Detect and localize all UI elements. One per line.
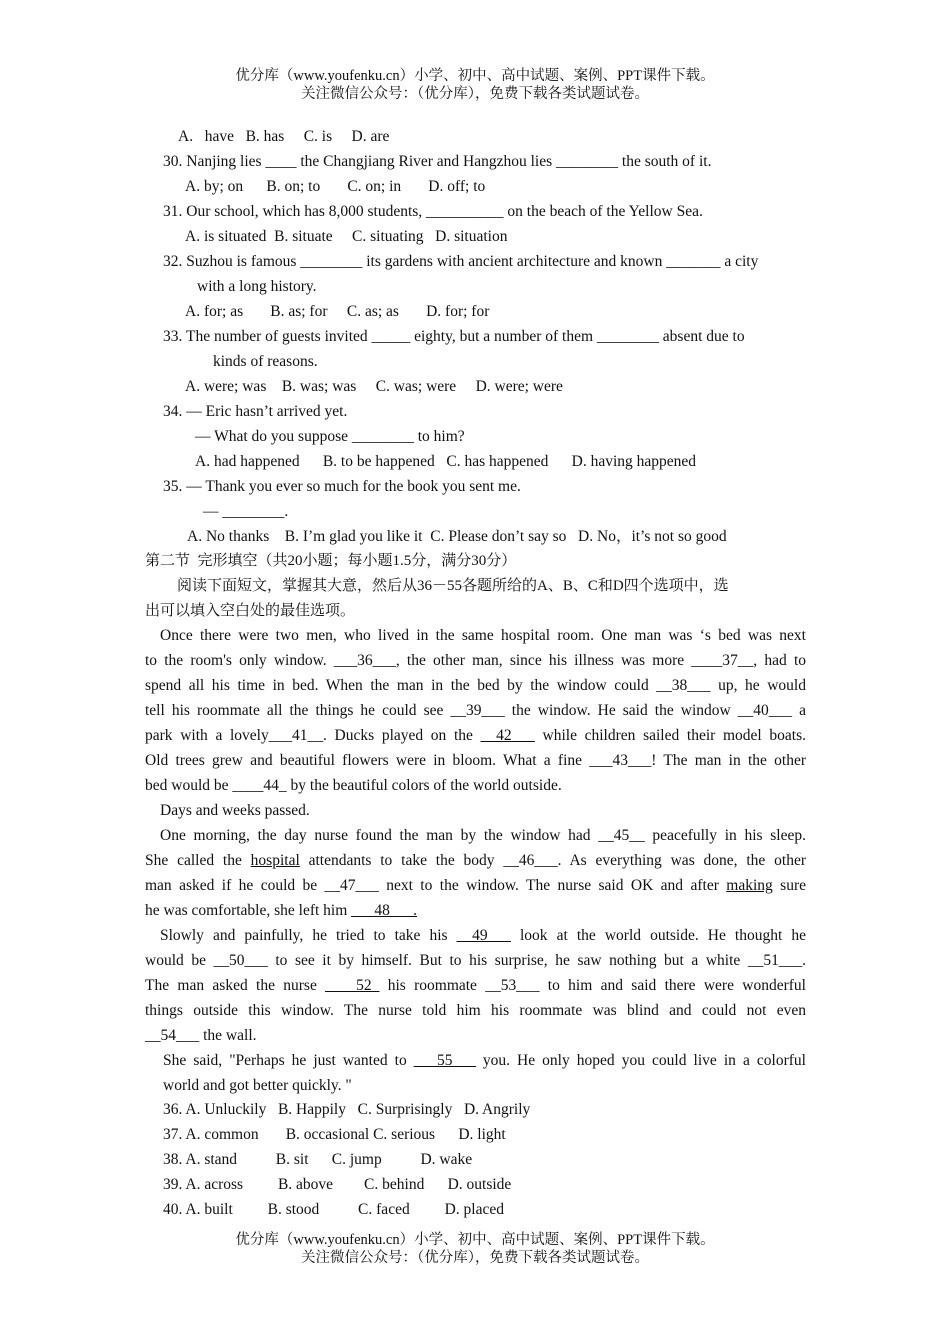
q31-stem: 31. Our school, which has 8,000 students, __________ on the beach of the Yellow Sea. [163,203,703,220]
q35-stem: 35. — Thank you ever so much for the book you sent me. [163,478,521,495]
passage-line [145,726,806,746]
q36-options: 36. A. Unluckily B. Happily C. Surprisingly D. Angrily [163,1101,531,1118]
q32-options: A. for; as B. as; for C. as; as D. for; for [185,303,490,320]
footer-line-2: 关注微信公众号：（优分库），免费下载各类试题试卷。 [301,1250,649,1266]
blank-55: ___55___ [413,1052,476,1069]
passage-line: One morning, the day nurse found the man by the window had __45__ peacefully in his sleep. [160,827,806,844]
q38-options: 38. A. stand B. sit C. jump D. wake [163,1151,473,1168]
passage-text: sure [772,877,806,894]
header-line-1: 优分库（www.youfenku.cn）小学、初中、高中试题、案例、PPT课件下载。 [235,68,715,84]
passage-text: he was comfortable, she left him [145,902,352,919]
passage-line [163,1051,806,1071]
q34-options: A. had happened B. to be happened C. has happened D. having happened [195,453,697,470]
passage-line: would be __50___ to see it by himself. But to his surprise, he saw nothing but a white __51___. [145,952,806,969]
passage-line: things outside this window. The nurse told him his roommate was blind and could not even [145,1002,806,1019]
q39-options: 39. A. across B. above C. behind D. outside [163,1176,512,1193]
passage-text: Slowly and painfully, he tried to take his [160,927,457,944]
q33-stem-continued: kinds of reasons. [213,353,318,370]
q35-stem-continued: — ________. [203,503,289,520]
q33-options: A. were; was B. was; was C. was; were D. were; were [185,378,563,395]
passage-text: his roommate __53___ to him and said there were wonderful [379,977,806,994]
q29-options: A. have B. has C. is D. are [178,128,390,145]
q32-stem-continued: with a long history. [197,278,317,295]
instruction-line-1: 阅读下面短文，掌握其大意，然后从36－55各题所给的A、B、C和D四个选项中，选 [177,578,729,594]
q31-options: A. is situated B. situate C. situating D. situation [185,228,508,245]
passage-text: while children sailed their model boats. [534,727,806,744]
section-title: 第二节 完形填空（共20小题；每小题1.5分，满分30分） [145,553,517,569]
blank-48: ___48___. [351,902,418,919]
passage-line: tell his roommate all the things he could see __39___ the window. He said the window __40___ a [145,702,806,719]
passage-line: Days and weeks passed. [160,802,310,819]
q33-stem: 33. The number of guests invited _____ eighty, but a number of them ________ absent due to [163,328,745,345]
passage-text: park with a lovely___41__. Ducks played on the [145,727,481,744]
passage-text: She called the [145,852,251,869]
passage-line: to the room's only window. ___36___, the other man, since his illness was more ____37__, had to [145,652,806,669]
passage-text: The man asked the nurse [145,977,326,994]
blank-52: ____52_ [325,977,380,994]
instruction-line-2: 出可以填入空白处的最佳选项。 [145,603,356,619]
passage-line: world and got better quickly. " [163,1077,352,1094]
passage-text: look at the world outside. He thought he [510,927,806,944]
q37-options: 37. A. common B. occasional C. serious D. light [163,1126,506,1143]
passage-line [160,926,806,946]
header-line-2: 关注微信公众号：（优分库），免费下载各类试题试卷。 [301,86,649,102]
q40-options: 40. A. built B. stood C. faced D. placed [163,1201,504,1218]
q30-options: A. by; on B. on; to C. on; in D. off; to [185,178,486,195]
footer-line-1: 优分库（www.youfenku.cn）小学、初中、高中试题、案例、PPT课件下载。 [235,1232,715,1248]
blank-42: __42___ [480,727,535,744]
underlined-word: hospital [250,852,300,869]
q34-stem-continued: — What do you suppose ________ to him? [195,428,465,445]
passage-line [145,876,806,896]
passage-line [145,851,806,871]
passage-line: spend all his time in bed. When the man in the bed by the window could __38___ up, he would [145,677,806,694]
q34-stem: 34. — Eric hasn’t arrived yet. [163,403,348,420]
q32-stem: 32. Suzhou is famous ________ its gardens with ancient architecture and known _______ a city [163,253,759,270]
q30-stem: 30. Nanjing lies ____ the Changjiang River and Hangzhou lies ________ the south of it. [163,153,712,170]
passage-line [145,976,806,996]
passage-line: Old trees grew and beautiful flowers were in bloom. What a fine ___43___! The man in the other [145,752,806,769]
passage-text: attendants to take the body __46___. As everything was done, the other [299,852,806,869]
passage-line: __54___ the wall. [145,1027,257,1044]
passage-line [145,901,417,921]
underlined-word: making [726,877,773,894]
passage-text: you. He only hoped you could live in a colorful [475,1052,806,1069]
passage-line: bed would be ____44_ by the beautiful colors of the world outside. [145,777,562,794]
passage-line: Once there were two men, who lived in the same hospital room. One man was ‘s bed was next [160,627,806,644]
blank-49: __49___ [456,927,511,944]
passage-text: man asked if he could be __47___ next to the window. The nurse said OK and after [145,877,727,894]
passage-text: She said, "Perhaps he just wanted to [163,1052,414,1069]
q35-options: A. No thanks B. I’m glad you like it C. Please don’t say so D. No，it’s not so good [187,528,727,545]
